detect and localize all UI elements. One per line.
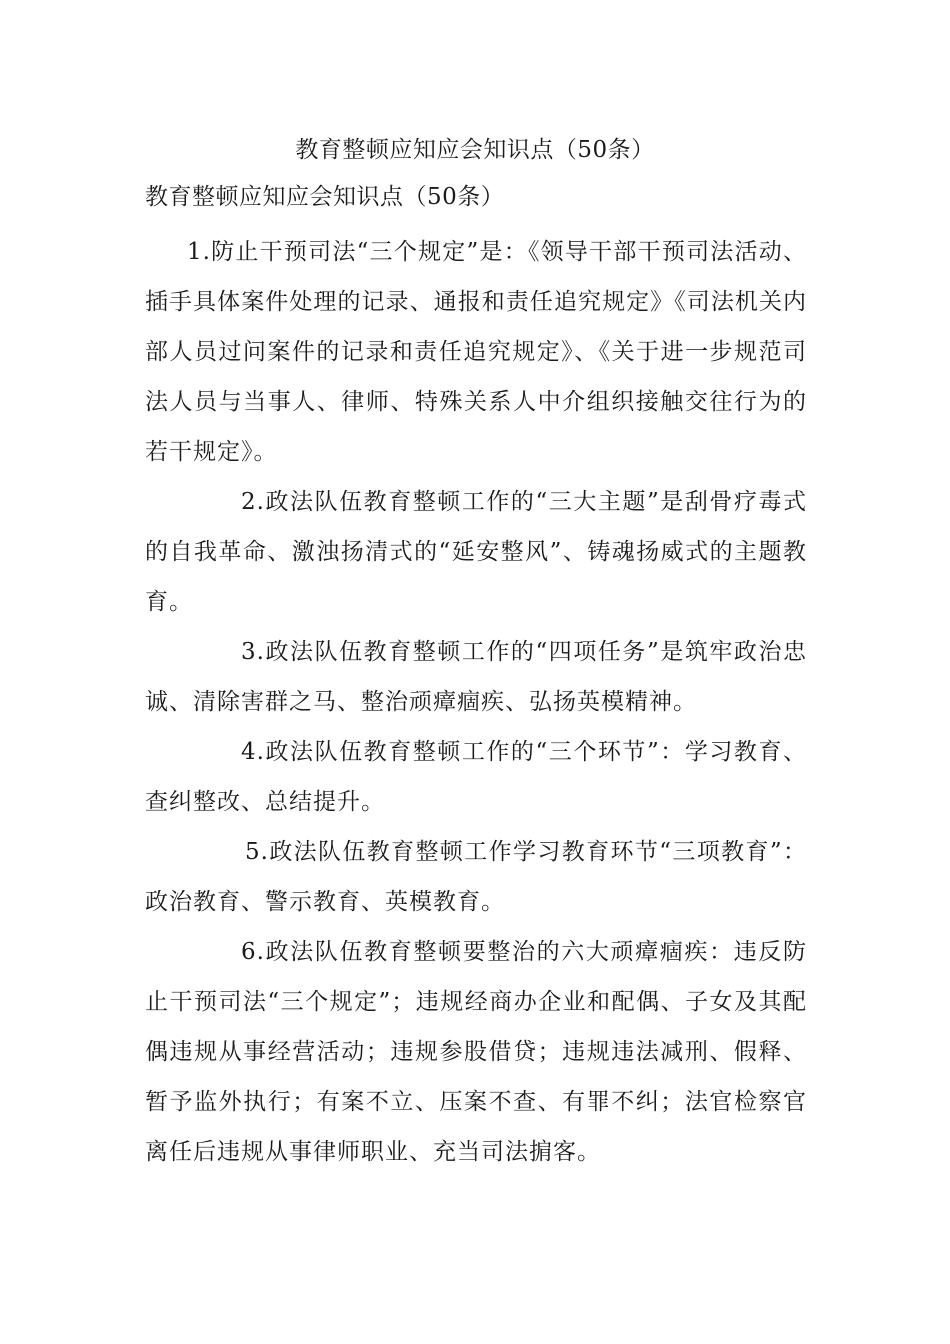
document-subtitle: 教育整顿应知应会知识点（50条） [145,184,505,210]
paragraph-4: 4.政法队伍教育整顿工作的“三个环节”：学习教育、查纠整改、总结提升。 [145,739,807,815]
document-title: 教育整顿应知应会知识点（50条） [295,137,655,163]
paragraph-6: 6.政法队伍教育整顿要整治的六大顽瘴痼疾：违反防止干预司法“三个规定”；违规经商办企业和配偶、子女及其配偶违规从事经营活动；违规参股借贷；违规违法减刑、假释、暂予监外执行；有案不立、压案不查、有罪不纠；法官检察官离任后违规从事律师职业、充当司法掮客。 [145,939,807,1165]
paragraph-5: 5.政法队伍教育整顿工作学习教育环节“三项教育”：政治教育、警示教育、英模教育。 [145,839,807,915]
paragraph-1: 1.防止干预司法“三个规定”是：《领导干部干预司法活动、插手具体案件处理的记录、通报和责任追究规定》《司法机关内部人员过问案件的记录和责任追究规定》、《关于进一步规范司法人员与当事人、律师、特殊关系人中介组织接触交往行为的若干规定》。 [145,239,807,465]
document-body [145,227,807,1177]
paragraph-3: 3.政法队伍教育整顿工作的“四项任务”是筑牢政治忠诚、清除害群之马、整治顽瘴痼疾、弘扬英模精神。 [145,639,807,715]
paragraph-2: 2.政法队伍教育整顿工作的“三大主题”是刮骨疗毒式的自我革命、激浊扬清式的“延安整风”、铸魂扬威式的主题教育。 [145,489,807,615]
